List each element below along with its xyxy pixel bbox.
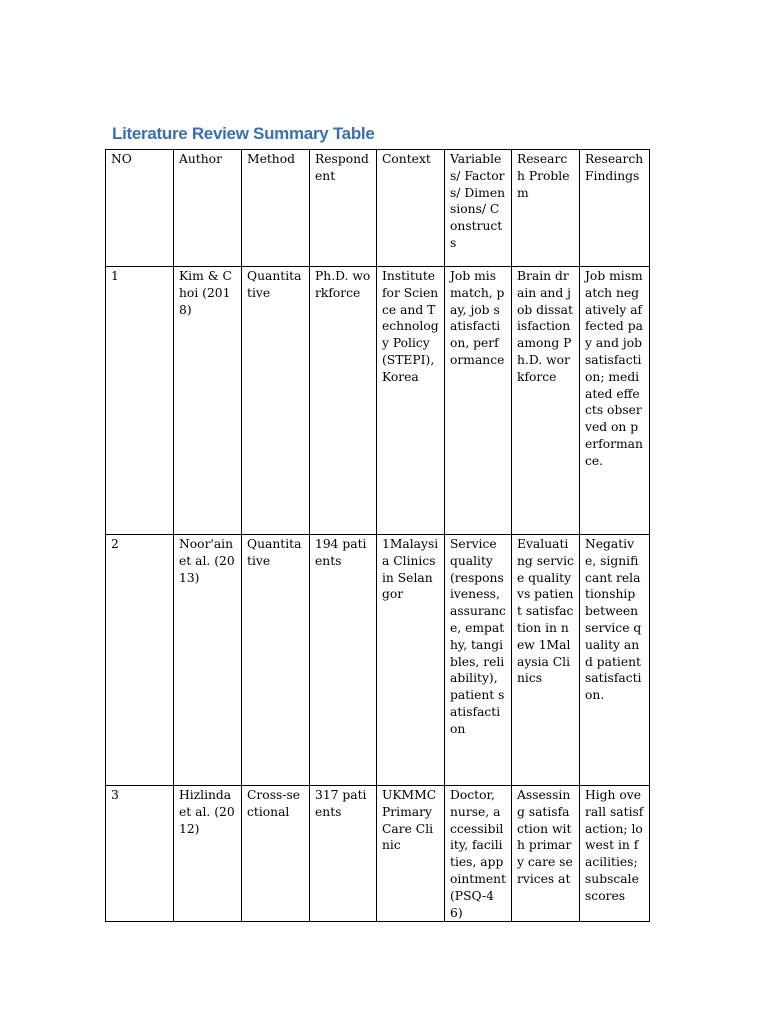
cell-variables: Job mismatch, pay, job satisfaction, performance — [445, 267, 512, 535]
cell-no: 1 — [106, 267, 174, 535]
cell-no: 2 — [106, 535, 174, 786]
header-respondent: Respondent — [310, 150, 377, 267]
cell-method: Quantitative — [242, 535, 310, 786]
literature-review-table — [105, 149, 650, 922]
cell-respondent: Ph.D. workforce — [310, 267, 377, 535]
table-row — [106, 535, 650, 786]
cell-context: 1Malaysia Clinics in Selangor — [377, 535, 445, 786]
cell-author: Hizlinda et al. (2012) — [174, 786, 242, 922]
cell-method: Cross-sectional — [242, 786, 310, 922]
cell-respondent: 194 patients — [310, 535, 377, 786]
header-research-problem: Research Problem — [512, 150, 580, 267]
cell-respondent: 317 patients — [310, 786, 377, 922]
table-row — [106, 267, 650, 535]
header-author: Author — [174, 150, 242, 267]
page-title: Literature Review Summary Table — [112, 124, 375, 143]
cell-research-problem: Assessing satisfaction with primary care services at — [512, 786, 580, 922]
cell-variables: Service quality (responsiveness, assurance, empathy, tangibles, reliability), patient satisfaction — [445, 535, 512, 786]
table-row — [106, 786, 650, 922]
cell-research-findings: Negative, significant relationship between service quality and patient satisfaction. — [580, 535, 650, 786]
cell-method: Quantitative — [242, 267, 310, 535]
header-research-findings: Research Findings — [580, 150, 650, 267]
header-context: Context — [377, 150, 445, 267]
cell-variables: Doctor, nurse, accessibility, facilities, appointment (PSQ-46) — [445, 786, 512, 922]
cell-research-problem: Evaluating service quality vs patient satisfaction in new 1Malaysia Clinics — [512, 535, 580, 786]
cell-context: Institute for Science and Technology Policy (STEPI), Korea — [377, 267, 445, 535]
header-no: NO — [106, 150, 174, 267]
cell-context: UKMMC Primary Care Clinic — [377, 786, 445, 922]
cell-author: Noor'ain et al. (2013) — [174, 535, 242, 786]
header-variables: Variables/ Factors/ Dimensions/ Constructs — [445, 150, 512, 267]
cell-research-problem: Brain drain and job dissatisfaction among Ph.D. workforce — [512, 267, 580, 535]
header-method: Method — [242, 150, 310, 267]
cell-research-findings: Job mismatch negatively affected pay and job satisfaction; mediated effects observed on performance. — [580, 267, 650, 535]
cell-no: 3 — [106, 786, 174, 922]
table-header-row — [106, 150, 650, 267]
cell-research-findings: High overall satisfaction; lowest in facilities; subscale scores — [580, 786, 650, 922]
cell-author: Kim & Choi (2018) — [174, 267, 242, 535]
